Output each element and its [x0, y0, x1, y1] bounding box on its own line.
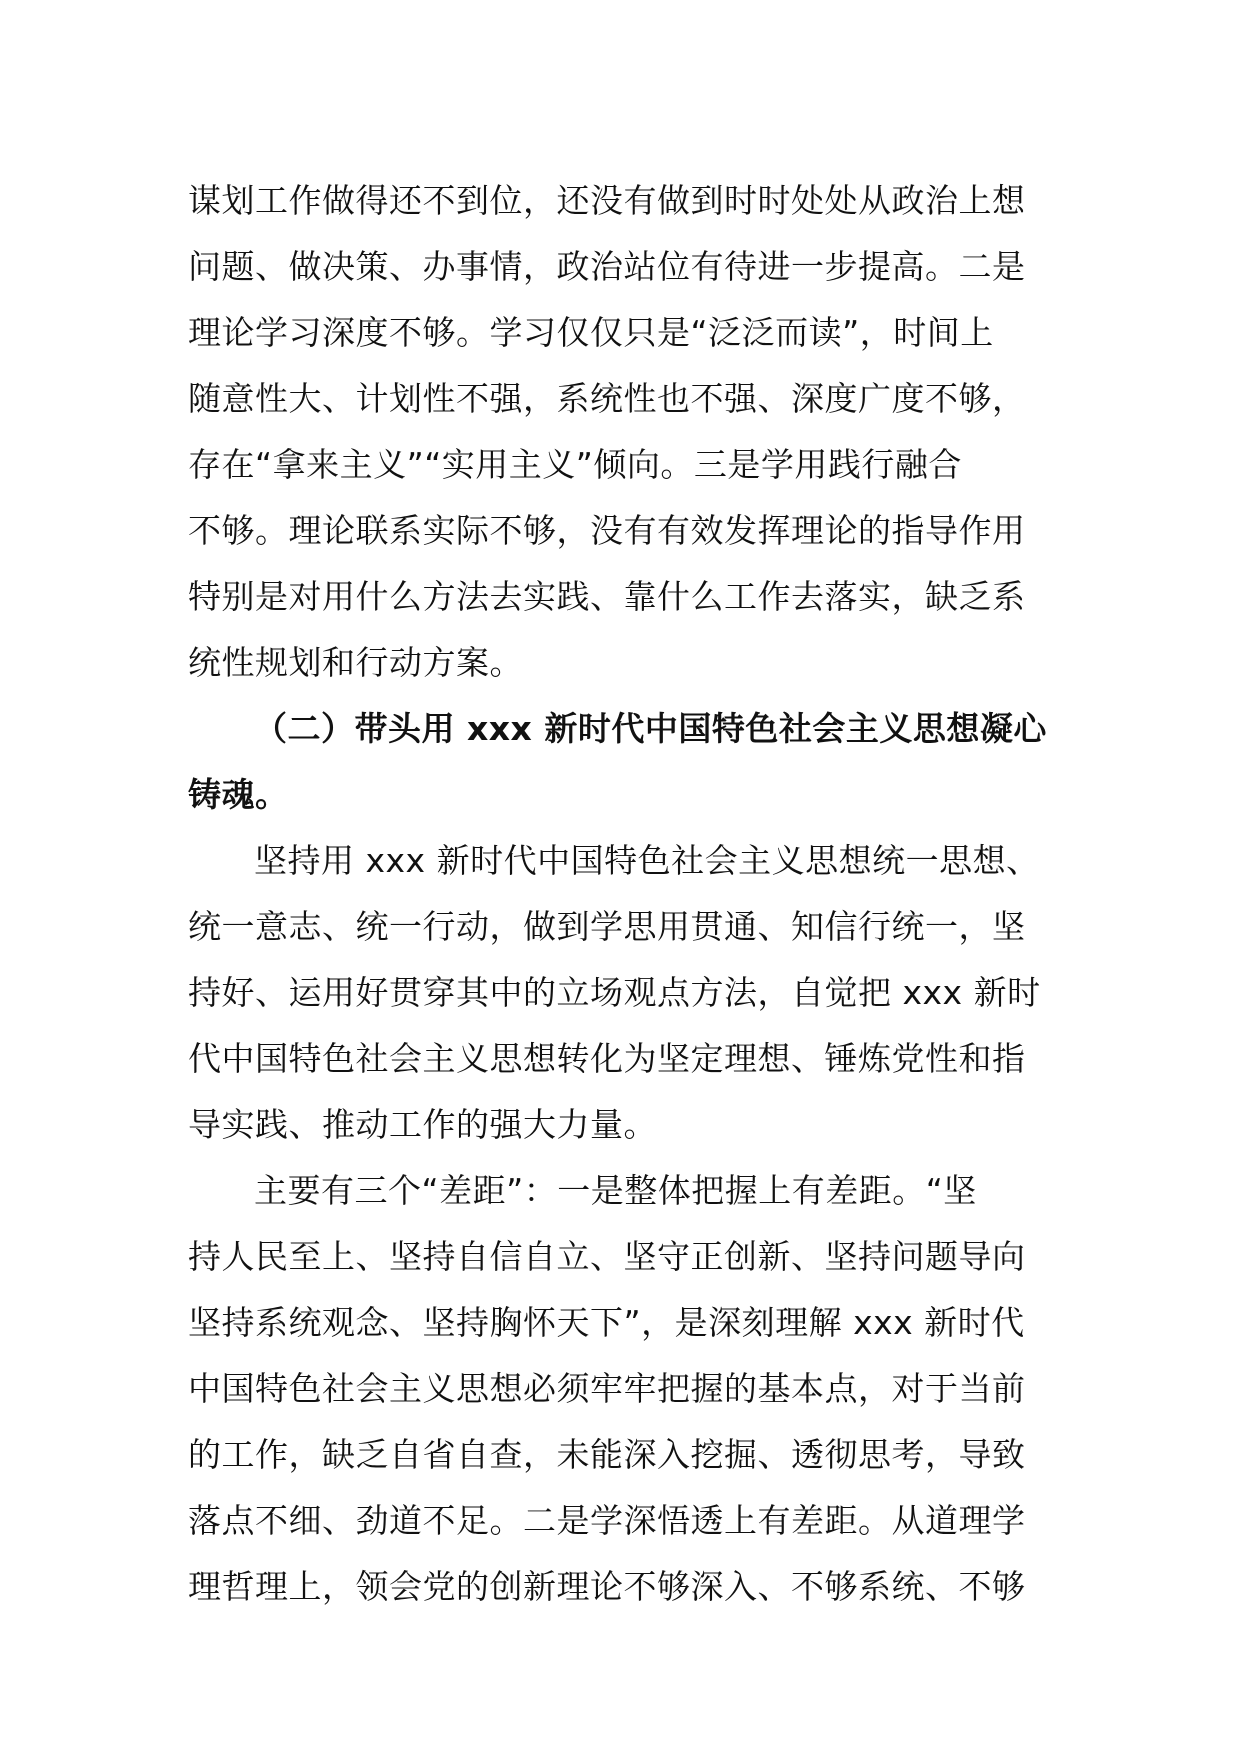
paragraph-line: 持好、运用好贯穿其中的立场观点方法，自觉把 xxx 新时 [188, 973, 1041, 1012]
paragraph-line: 中国特色社会主义思想必须牢牢把握的基本点，对于当前 [188, 1369, 1026, 1408]
paragraph-line: 不够。理论联系实际不够，没有有效发挥理论的指导作用 [188, 511, 1026, 550]
paragraph-line: 随意性大、计划性不强，系统性也不强、深度广度不够， [188, 379, 1026, 418]
paragraph-2 [188, 828, 1058, 1158]
paragraph-line: 落点不细、劲道不足。二是学深悟透上有差距。从道理学 [188, 1501, 1026, 1540]
paragraph-line: 代中国特色社会主义思想转化为坚定理想、锤炼党性和指 [188, 1039, 1026, 1078]
paragraph-line: 坚持系统观念、坚持胸怀天下”，是深刻理解 xxx 新时代 [188, 1303, 1025, 1342]
paragraph-line: 坚持用 xxx 新时代中国特色社会主义思想统一思想、 [254, 841, 1040, 880]
paragraph-line: 问题、做决策、办事情，政治站位有待进一步提高。二是 [188, 247, 1026, 286]
paragraph-line: 理论学习深度不够。学习仅仅只是“泛泛而读”，时间上 [188, 313, 994, 352]
paragraph-1 [188, 168, 1058, 696]
paragraph-line: 理哲理上，领会党的创新理论不够深入、不够系统、不够 [188, 1567, 1026, 1606]
paragraph-line: 谋划工作做得还不到位，还没有做到时时处处从政治上想 [188, 181, 1026, 220]
paragraph-line: 导实践、推动工作的强大力量。 [188, 1105, 657, 1144]
document-body [188, 168, 1058, 1620]
paragraph-line: 统一意志、统一行动，做到学思用贯通、知信行统一，坚 [188, 907, 1026, 946]
paragraph-line: 特别是对用什么方法去实践、靠什么工作去落实，缺乏系 [188, 577, 1026, 616]
heading-line: （二）带头用 xxx 新时代中国特色社会主义思想凝心 [254, 709, 1047, 748]
paragraph-3 [188, 1158, 1058, 1620]
heading-line: 铸魂。 [188, 775, 289, 814]
paragraph-line: 持人民至上、坚持自信自立、坚守正创新、坚持问题导向 [188, 1237, 1026, 1276]
paragraph-line: 存在“拿来主义”“实用主义”倾向。三是学用践行融合 [188, 445, 962, 484]
paragraph-line: 统性规划和行动方案。 [188, 643, 523, 682]
paragraph-line: 主要有三个“差距”：一是整体把握上有差距。“坚 [254, 1171, 977, 1210]
section-heading-2 [188, 696, 1058, 828]
paragraph-line: 的工作，缺乏自省自查，未能深入挖掘、透彻思考，导致 [188, 1435, 1026, 1474]
